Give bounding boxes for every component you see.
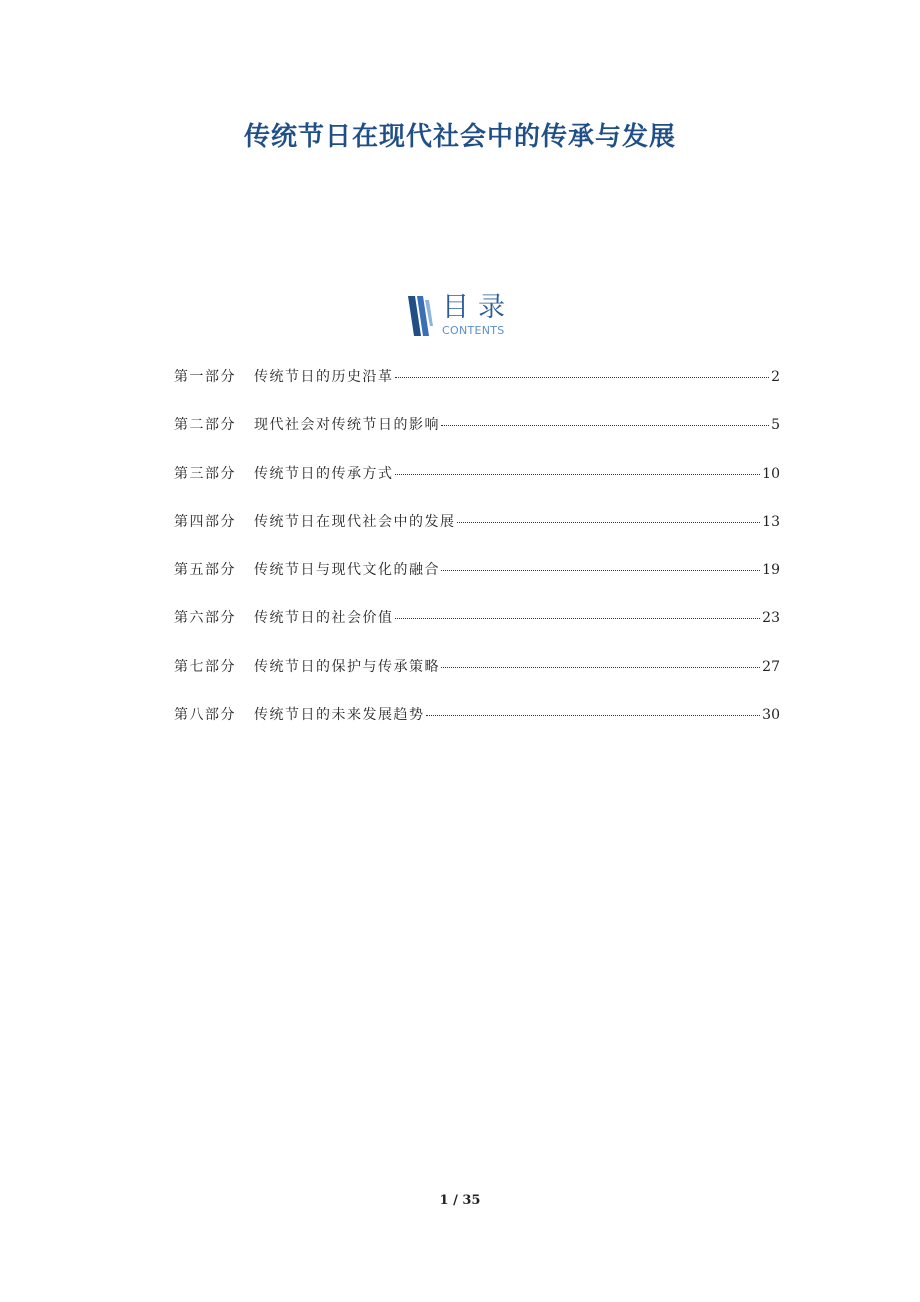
toc-entry-title: 传统节日的保护与传承策略 xyxy=(254,658,440,675)
toc-entry-5[interactable] xyxy=(174,559,780,607)
page-number-footer: 1 / 35 xyxy=(439,1193,481,1208)
toc-part-label: 第五部分 xyxy=(174,562,236,579)
toc-entry-title: 传统节日与现代文化的融合 xyxy=(254,562,440,579)
contents-logo-icon xyxy=(406,294,436,338)
toc-page-number: 5 xyxy=(771,417,780,434)
dot-leader xyxy=(441,425,769,426)
toc-entry-title: 传统节日的未来发展趋势 xyxy=(254,707,425,724)
toc-entry-7[interactable] xyxy=(174,656,780,704)
toc-part-label: 第二部分 xyxy=(174,417,236,434)
toc-subheading: CONTENTS xyxy=(442,324,505,337)
document-title: 传统节日在现代社会中的传承与发展 xyxy=(243,122,676,152)
toc-entry-6[interactable] xyxy=(174,607,780,655)
toc-part-label: 第七部分 xyxy=(174,658,236,675)
toc-entry-title: 现代社会对传统节日的影响 xyxy=(254,417,440,434)
dot-leader xyxy=(395,474,761,475)
toc-part-label: 第三部分 xyxy=(174,465,236,482)
toc-page-number: 13 xyxy=(762,513,780,530)
toc-entry-3[interactable] xyxy=(174,463,780,511)
dot-leader xyxy=(395,377,770,378)
toc-heading: 目录 xyxy=(442,292,514,323)
toc-part-label: 第四部分 xyxy=(174,513,236,530)
toc-page-number: 23 xyxy=(762,610,780,627)
dot-leader xyxy=(426,715,761,716)
table-of-contents xyxy=(174,366,780,752)
toc-header xyxy=(406,294,526,342)
dot-leader xyxy=(441,667,760,668)
toc-page-number: 19 xyxy=(762,562,780,579)
toc-entry-4[interactable] xyxy=(174,511,780,559)
toc-entry-title: 传统节日的社会价值 xyxy=(254,610,394,627)
toc-entry-8[interactable] xyxy=(174,704,780,752)
toc-entry-title: 传统节日的传承方式 xyxy=(254,465,394,482)
toc-entry-title: 传统节日的历史沿革 xyxy=(254,369,394,385)
toc-entry-1[interactable] xyxy=(174,366,780,414)
toc-page-number: 2 xyxy=(771,369,780,385)
toc-part-label: 第六部分 xyxy=(174,610,236,627)
toc-entry-2[interactable] xyxy=(174,414,780,462)
toc-page-number: 10 xyxy=(762,465,780,482)
toc-part-label: 第一部分 xyxy=(174,369,236,385)
toc-part-label: 第八部分 xyxy=(174,707,236,724)
toc-entry-title: 传统节日在现代社会中的发展 xyxy=(254,513,456,530)
dot-leader xyxy=(441,570,760,571)
toc-page-number: 27 xyxy=(762,658,780,675)
dot-leader xyxy=(457,522,761,523)
dot-leader xyxy=(395,618,761,619)
toc-page-number: 30 xyxy=(762,707,780,724)
